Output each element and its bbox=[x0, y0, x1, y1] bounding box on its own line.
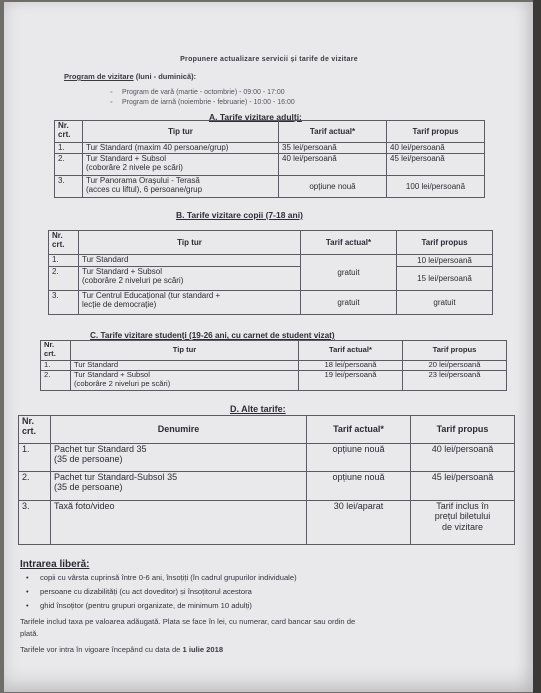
row-den-line1: Pachet tur Standard 35 bbox=[54, 444, 147, 454]
row-actual: opțiune nouă bbox=[307, 472, 411, 501]
row-tip: Tur Standard bbox=[71, 361, 299, 371]
row-tip bbox=[83, 176, 279, 198]
table-row bbox=[19, 501, 515, 545]
table-row bbox=[55, 154, 485, 176]
program-summer-text: Program de vară (martie - octombrie) - 09:00 - 17:00 bbox=[122, 89, 285, 96]
row-propus: 40 lei/persoană bbox=[387, 143, 485, 154]
row-denumire bbox=[51, 472, 307, 501]
table-row bbox=[41, 361, 507, 371]
row-tip bbox=[83, 154, 279, 176]
row-tip-line2: (coborâre 2 niveluri pe scări) bbox=[74, 378, 171, 388]
row-tip-line1: Tur Standard + Subsol bbox=[86, 154, 166, 163]
table-row bbox=[19, 444, 515, 472]
list-item: • ghid însoțitor (pentru grupuri organizate, de minimum 10 adulți) bbox=[40, 599, 297, 613]
table-header-row bbox=[49, 231, 493, 255]
row-actual: opțiune nouă bbox=[307, 444, 411, 472]
row-tip-line1: Tur Centrul Educațional (tur standard + bbox=[82, 291, 221, 300]
bullet-icon: ◦ bbox=[110, 99, 113, 106]
header-propus: Tarif propus bbox=[397, 231, 493, 255]
row-tip bbox=[79, 291, 301, 315]
table-row bbox=[41, 371, 507, 391]
row-propus: 40 lei/persoană bbox=[411, 444, 515, 472]
row-propus: gratuit bbox=[397, 291, 493, 315]
row-denumire: Taxă foto/video bbox=[51, 501, 307, 545]
page-edge-shadow bbox=[533, 0, 541, 693]
row-propus: 23 lei/persoană bbox=[403, 371, 507, 391]
footer-validity-date: 1 iulie 2018 bbox=[182, 645, 224, 654]
row-nr: 3. bbox=[55, 176, 83, 198]
document-page bbox=[4, 2, 534, 692]
row-den-line2: (35 de persoane) bbox=[54, 454, 123, 465]
table-row bbox=[19, 472, 515, 501]
header-actual: Tarif actual* bbox=[299, 341, 403, 361]
row-nr: 2. bbox=[49, 267, 79, 291]
bullet-icon: ◦ bbox=[110, 89, 113, 96]
header-nr: Nr. crt. bbox=[49, 231, 79, 255]
row-den-line2: (35 de persoane) bbox=[54, 482, 123, 493]
row-tip bbox=[79, 267, 301, 291]
header-propus: Tarif propus bbox=[411, 416, 515, 444]
row-propus: 10 lei/persoană bbox=[397, 255, 493, 267]
footer-validity-prefix: Tarifele vor intra în vigoare începând cu data de bbox=[20, 645, 181, 654]
row-actual: 35 lei/persoană bbox=[279, 143, 387, 154]
row-actual-merged: gratuit bbox=[301, 255, 397, 291]
row-tip-line2: (acces cu liftul), 6 persoane/grup bbox=[86, 185, 203, 195]
header-denumire: Denumire bbox=[51, 416, 307, 444]
row-nr: 1. bbox=[49, 255, 79, 267]
footer-validity bbox=[20, 644, 223, 655]
row-tip: Tur Standard (maxim 40 persoane/grup) bbox=[83, 143, 279, 154]
row-nr: 3. bbox=[49, 291, 79, 315]
row-propus: 100 lei/persoană bbox=[387, 176, 485, 198]
row-tip bbox=[71, 371, 299, 391]
row-nr: 2. bbox=[41, 371, 71, 391]
row-propus: 45 lei/persoană bbox=[387, 154, 485, 176]
free-entry-list bbox=[40, 571, 297, 613]
row-tip-line1: Tur Standard + Subsol bbox=[74, 370, 150, 379]
table-header-row bbox=[55, 121, 485, 143]
row-tip-line2: lecție de democrație) bbox=[82, 300, 157, 310]
row-tip-line2: (coborâre 2 nivele pe scări) bbox=[86, 163, 183, 173]
row-nr: 2. bbox=[55, 154, 83, 176]
table-row bbox=[49, 291, 493, 315]
section-c-title: C. Tarife vizitare studenți (19-26 ani, cu carnet de student vizat) bbox=[90, 331, 335, 340]
header-actual: Tarif actual* bbox=[279, 121, 387, 143]
row-propus: 45 lei/persoană bbox=[411, 472, 515, 501]
header-nr: Nr. crt. bbox=[41, 341, 71, 361]
row-tip-line2: (coborâre 2 niveluri pe scări) bbox=[82, 276, 184, 286]
row-denumire bbox=[51, 444, 307, 472]
row-propus: 20 lei/persoană bbox=[403, 361, 507, 371]
free-entry-title: Intrarea liberă: bbox=[20, 559, 90, 570]
row-nr: 1. bbox=[41, 361, 71, 371]
section-b-title: B. Tarife vizitare copii (7-18 ani) bbox=[176, 210, 303, 220]
footer-tax-line2: plată. bbox=[20, 629, 39, 638]
row-propus-line2: prețul biletului bbox=[434, 511, 491, 522]
header-tip: Tip tur bbox=[83, 121, 279, 143]
header-actual: Tarif actual* bbox=[301, 231, 397, 255]
program-title-label: Program de vizitare bbox=[64, 72, 134, 81]
row-tip: Tur Standard bbox=[79, 255, 301, 267]
row-nr: 1. bbox=[55, 143, 83, 154]
table-row bbox=[49, 255, 493, 267]
row-actual: gratuit bbox=[301, 291, 397, 315]
row-tip-line1: Tur Panorama Orașului - Terasă bbox=[86, 176, 200, 185]
table-students bbox=[40, 340, 507, 391]
list-item: • persoane cu dizabilități (cu act doveditor) și însoțitorul acestora bbox=[40, 585, 297, 599]
table-header-row bbox=[19, 416, 515, 444]
header-tip: Tip tur bbox=[79, 231, 301, 255]
program-summer bbox=[110, 89, 285, 96]
section-a-title: A. Tarife vizitare adulți: bbox=[209, 112, 302, 122]
row-tip-line1: Tur Standard + Subsol bbox=[82, 267, 162, 276]
row-nr: 3. bbox=[19, 501, 51, 545]
row-actual: 40 lei/persoană bbox=[279, 154, 387, 176]
table-row bbox=[55, 143, 485, 154]
list-item: • copii cu vârsta cuprinsă între 0-6 ani, însoțiți (în cadrul grupurilor individuale) bbox=[40, 571, 297, 585]
row-actual: 19 lei/persoană bbox=[299, 371, 403, 391]
header-actual: Tarif actual* bbox=[307, 416, 411, 444]
header-propus: Tarif propus bbox=[403, 341, 507, 361]
row-actual: 30 lei/aparat bbox=[307, 501, 411, 545]
header-nr: Nr. crt. bbox=[55, 121, 83, 143]
program-winter-text: Program de iarnă (noiembrie - februarie) - 10:00 - 16:00 bbox=[122, 99, 295, 106]
header-tip: Tip tur bbox=[71, 341, 299, 361]
row-den-line1: Pachet tur Standard-Subsol 35 bbox=[54, 472, 178, 482]
row-nr: 1. bbox=[19, 444, 51, 472]
program-winter bbox=[110, 99, 295, 106]
row-actual: 18 lei/persoană bbox=[299, 361, 403, 371]
section-d-title: D. Alte tarife: bbox=[230, 404, 286, 414]
table-children bbox=[48, 230, 493, 315]
table-row bbox=[55, 176, 485, 198]
footer-tax-line1: Tarifele includ taxa pe valoarea adăugată. Plata se face în lei, cu numerar, card bancar sau ordin de bbox=[20, 617, 356, 626]
row-nr: 2. bbox=[19, 472, 51, 501]
table-header-row bbox=[41, 341, 507, 361]
table-other bbox=[18, 415, 515, 545]
program-title bbox=[64, 72, 196, 81]
row-propus bbox=[411, 501, 515, 545]
row-actual: opțiune nouă bbox=[279, 176, 387, 198]
header-propus: Tarif propus bbox=[387, 121, 485, 143]
row-propus: 15 lei/persoană bbox=[397, 267, 493, 291]
row-propus-line3: de vizitare bbox=[441, 521, 484, 532]
program-days: (luni - duminică): bbox=[135, 72, 197, 81]
table-adults bbox=[54, 120, 485, 198]
document-title: Propunere actualizare servicii și tarife de vizitare bbox=[180, 56, 358, 63]
header-nr: Nr. crt. bbox=[19, 416, 51, 444]
table-row bbox=[49, 267, 493, 291]
row-propus-line1: Tarif inclus în bbox=[436, 501, 489, 511]
